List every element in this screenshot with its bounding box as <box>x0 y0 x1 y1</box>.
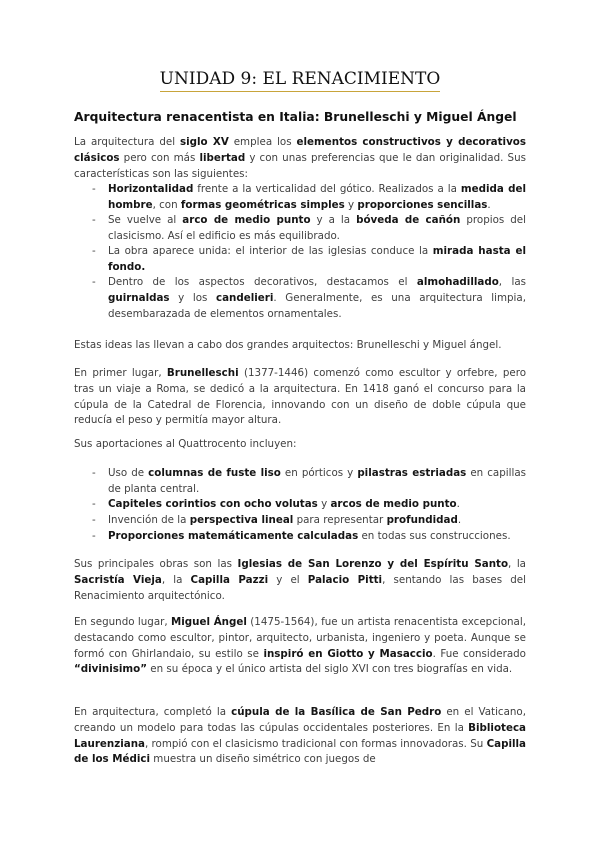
text-run: para representar <box>293 514 387 526</box>
bold-term: Proporciones matemáticamente calculadas <box>108 530 359 542</box>
text-run: propios del clasicismo. Así el edificio es más equilibrado. <box>108 214 526 242</box>
characteristic-item <box>108 244 526 276</box>
bold-term: siglo XV <box>180 136 229 148</box>
bold-term: arcos de medio punto <box>330 498 457 510</box>
text-run: , la <box>161 573 191 586</box>
bullet-dash: - <box>92 514 96 526</box>
text-run: . <box>456 498 460 510</box>
text-run: , la <box>508 558 526 570</box>
bold-term: perspectiva lineal <box>189 514 294 526</box>
text-run: En primer lugar, <box>74 367 167 379</box>
bullet-dash: - <box>92 498 96 510</box>
text-run: (1475-1564), fue un artista renacentista excepcional, destacando como escultor, pintor, arquitecto, urbanista, ingeniero y poeta. Aunque se formó con Ghirlandaio, su estilo se <box>74 616 526 660</box>
text-run: y a la <box>310 214 357 226</box>
text-run: y el <box>268 573 308 586</box>
characteristic-item <box>108 182 526 214</box>
text-run: pero con más <box>119 151 200 164</box>
text-run: en capillas de planta central. <box>108 467 527 495</box>
unit-title-text: UNIDAD 9: EL RENACIMIENTO <box>160 69 441 92</box>
bullet-dash: - <box>92 183 96 195</box>
bold-term: columnas de fuste liso <box>148 467 281 479</box>
text-run: En segundo lugar, <box>74 616 172 628</box>
bold-term: inspiró en Giotto y Masaccio <box>263 647 433 660</box>
bold-term: Miguel Ángel <box>171 616 247 628</box>
characteristic-item <box>108 213 526 245</box>
bullet-dash: - <box>92 245 96 257</box>
bold-term: libertad <box>199 151 246 164</box>
bullet-dash: - <box>92 467 96 479</box>
text-run: La obra aparece unida: el interior de las iglesias conduce la <box>108 245 433 257</box>
text-run: (1377-1446) comenzó como escultor y orfebre, pero tras un viaje a Roma, se dedicó a la arquitectura. En 1418 ganó el concurso para la cúpula de la Catedral de Florencia, innovando con un diseño de doble cúpula que reducía el peso y permitía mayor altura. <box>74 367 527 427</box>
text-run: en todas sus construcciones. <box>358 530 511 542</box>
bold-term: Biblioteca Laurenziana <box>74 721 526 750</box>
bold-term: almohadillado <box>416 276 499 288</box>
text-run: , sentando las bases del Renacimiento arquitectónico. <box>74 573 526 602</box>
bold-term: guirnaldas <box>108 291 170 304</box>
text-run: . <box>487 198 491 211</box>
characteristic-item <box>108 275 526 322</box>
bold-term: “divinisimo” <box>74 663 147 676</box>
intro-paragraph <box>74 135 526 182</box>
miguel-angel-paragraph <box>74 615 526 678</box>
brunelleschi-paragraph <box>74 366 526 429</box>
bold-term: Palacio Pitti <box>307 573 383 586</box>
bold-term: proporciones sencillas <box>357 198 488 211</box>
bullet-dash: - <box>92 530 96 542</box>
text-run: Estas ideas las llevan a cabo dos grandes arquitectos: Brunelleschi y Miguel ángel. <box>74 339 502 351</box>
text-run: La arquitectura del <box>74 136 180 148</box>
text-run: Sus principales obras son las <box>74 558 238 570</box>
architecture-paragraph <box>74 705 526 768</box>
contribution-item <box>108 497 526 513</box>
text-run: . Generalmente, es una arquitectura limpia, desembarazada de elementos ornamentales. <box>108 291 526 320</box>
text-run: en el Vaticano, creando un modelo para todas las cúpulas occidentales posteriores. En la <box>74 706 526 734</box>
text-run: y los <box>169 291 216 304</box>
unit-title <box>0 69 600 89</box>
text-run: Invención de la <box>108 514 190 526</box>
bullet-dash: - <box>92 214 96 226</box>
text-run: . <box>457 514 462 526</box>
bold-term: profundidad <box>386 514 458 526</box>
bold-term: cúpula de la Basílica de San Pedro <box>231 706 442 718</box>
text-run: En arquitectura, completó la <box>74 706 232 718</box>
text-run: y <box>317 498 331 510</box>
bold-term: elementos constructivos y decorativos clásicos <box>74 136 526 164</box>
text-run: Se vuelve al <box>108 214 183 226</box>
text-run: y <box>344 198 358 211</box>
text-run: , rompió con el clasicismo tradicional con formas innovadoras. Su <box>144 737 487 750</box>
bold-term: medida del hombre <box>108 183 526 211</box>
contribution-item <box>108 529 526 545</box>
bold-term: bóveda de cañón <box>356 214 461 226</box>
bold-term: arco de medio punto <box>182 214 311 226</box>
text-run: Dentro de los aspectos decorativos, destacamos el <box>108 276 417 288</box>
text-run: Sus aportaciones al Quattrocento incluyen: <box>74 438 297 450</box>
bold-term: Capiteles corintios con ocho volutas <box>108 498 318 510</box>
text-run: en pórticos y <box>280 467 358 479</box>
bold-term: Iglesias de San Lorenzo y del Espíritu Santo <box>237 558 509 570</box>
bold-term: Capilla de los Médici <box>74 737 526 766</box>
bold-term: Sacristía Vieja <box>74 573 162 586</box>
text-run: en su época y el único artista del siglo XVI con tres biografías en vida. <box>147 663 513 676</box>
text-run: emplea los <box>228 136 297 148</box>
contribution-item <box>108 466 526 498</box>
text-run: , con <box>152 198 181 211</box>
bold-term: Brunelleschi <box>166 367 239 379</box>
bullet-dash: - <box>92 276 96 288</box>
contribution-item <box>108 513 526 529</box>
text-run: muestra un diseño simétrico con juegos de <box>150 753 376 766</box>
bold-term: formas geométricas simples <box>180 198 345 211</box>
bold-term: candelieri <box>216 291 274 304</box>
section-heading: Arquitectura renacentista en Italia: Brunelleschi y Miguel Ángel <box>74 110 517 124</box>
main-works-paragraph <box>74 557 526 604</box>
text-run: Uso de <box>108 467 149 479</box>
text-run: frente a la verticalidad del gótico. Realizados a la <box>193 183 461 195</box>
text-run: y con unas preferencias que le dan originalidad. Sus características son las siguientes: <box>74 151 526 180</box>
text-run: . Fue considerado <box>432 647 526 660</box>
bold-term: Capilla Pazzi <box>190 573 269 586</box>
text-run: , las <box>498 276 526 288</box>
quattrocento-intro <box>74 437 526 453</box>
architects-intro <box>74 338 526 354</box>
bold-term: Horizontalidad <box>108 183 194 195</box>
bold-term: pilastras estriadas <box>357 467 467 479</box>
bold-term: mirada hasta el fondo. <box>108 245 526 273</box>
